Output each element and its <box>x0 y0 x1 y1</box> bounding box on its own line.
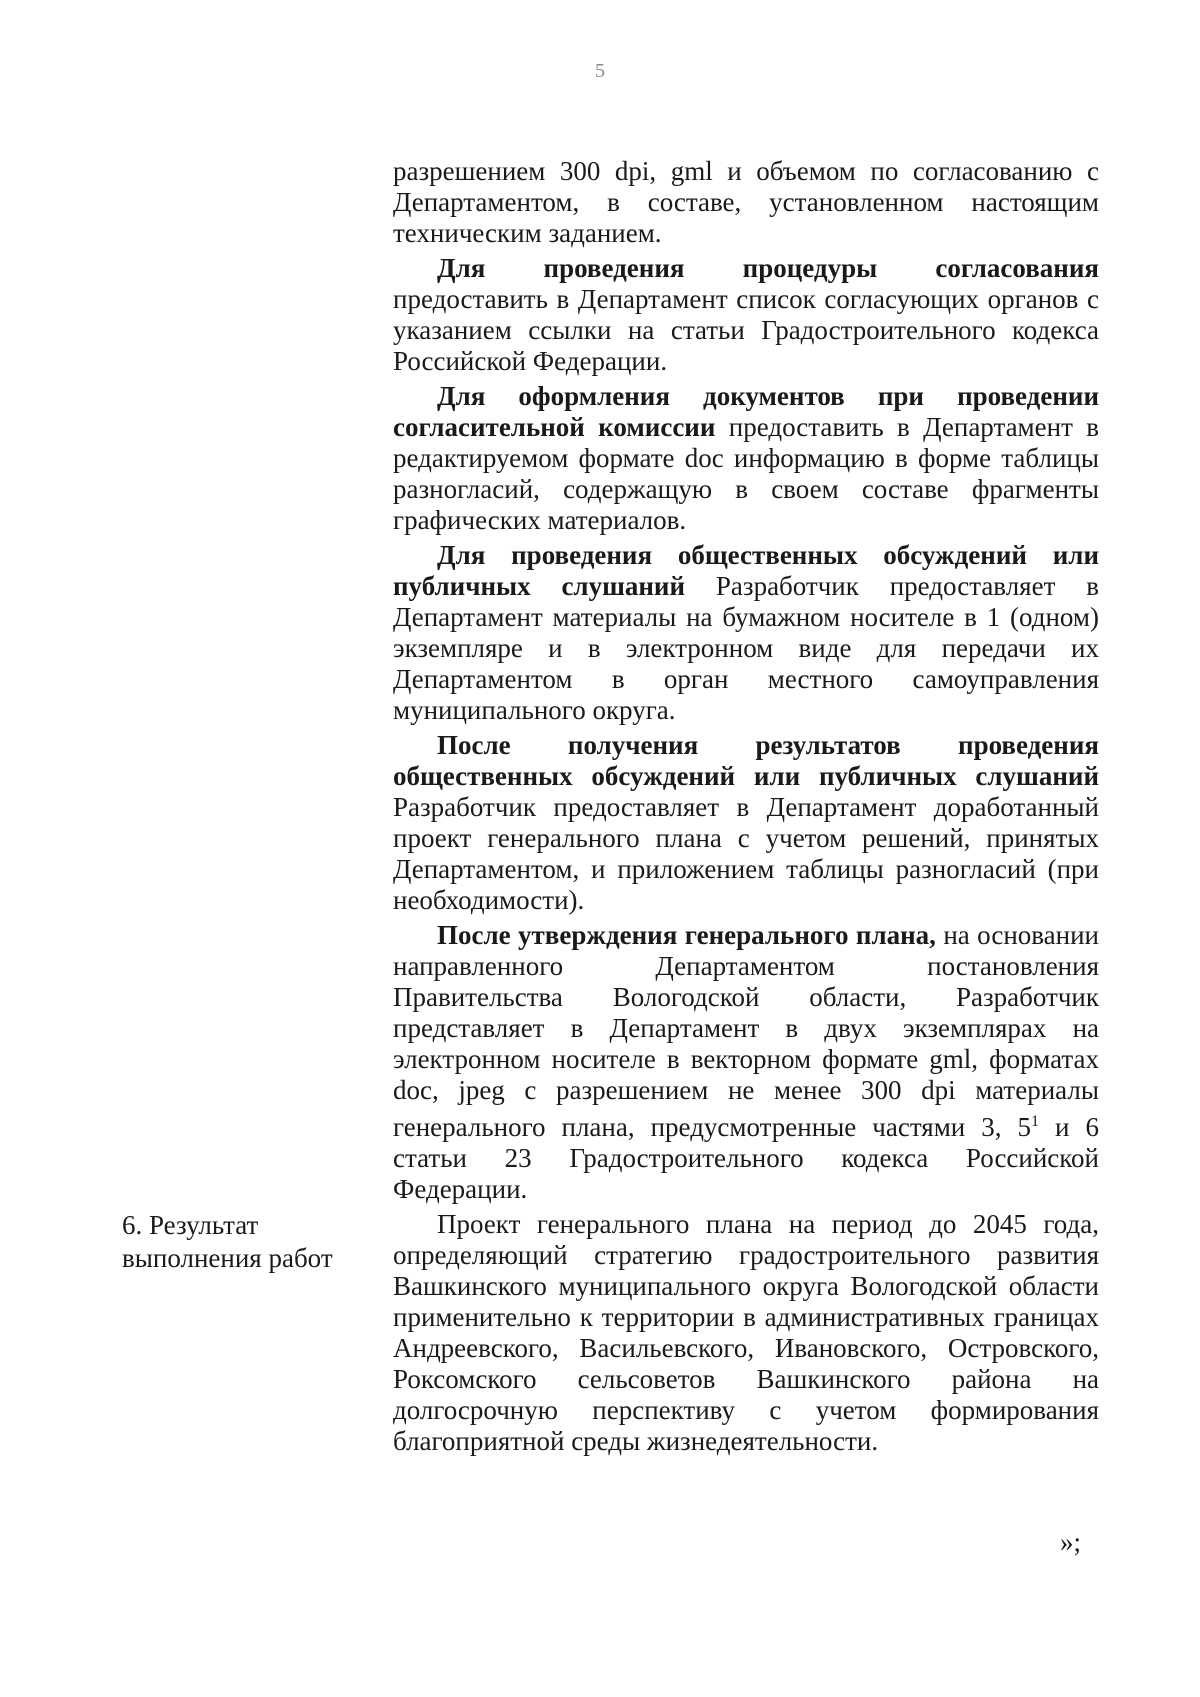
paragraph-text: предоставить в Департамент список согласующих органов с указанием ссылки на статьи Градостроительного кодекса Российской Федерации. <box>393 284 1099 376</box>
paragraph-text: предоставить в Департамент в редактируемом формате doc информацию в форме таблицы разногласий, содержащую в своем составе фрагменты графических материалов. <box>393 412 1099 535</box>
plan-approval-paragraph <box>393 920 1099 1205</box>
paragraph-heading: Для оформления документов при проведении согласительной комиссии <box>393 381 1099 442</box>
section-6-label: 6. Результат выполнения работ <box>122 1210 333 1273</box>
paragraph-heading: После получения результатов проведения общественных обсуждений или публичных слушаний <box>393 730 1099 791</box>
commission-paragraph <box>393 381 1099 536</box>
page-number: 5 <box>595 60 605 82</box>
requirements-column <box>393 156 1099 1457</box>
hearing-results-paragraph <box>393 730 1099 916</box>
paragraph-heading: Для проведения общественных обсуждений или публичных слушаний <box>393 540 1099 601</box>
paragraph-heading: Для проведения процедуры согласования <box>437 253 1099 283</box>
closing-mark: »; <box>1060 1527 1082 1557</box>
paragraph-text: Разработчик предоставляет в Департамент материалы на бумажном носителе в 1 (одном) экземпляре и в электронном виде для передачи их Департаментом в орган местного самоуправления муниципального округа. <box>393 571 1099 725</box>
paragraph-text: Разработчик предоставляет в Департамент доработанный проект генерального плана с учетом решений, принятых Департаментом, и приложением таблицы разногласий (при необходимости). <box>393 792 1099 915</box>
approval-procedure-paragraph <box>393 253 1099 377</box>
superscript: 1 <box>1031 1113 1040 1130</box>
result-paragraph: Проект генерального плана на период до 2045 года, определяющий стратегию градостроительного развития Вашкинского муниципального округа Вологодской области применительно к территории в административных границах Андреевского, Васильевского, Ивановского, Островского, Роксомского сельсоветов Вашкинского района на долгосрочную перспективу с учетом формирования благоприятной среды жизнедеятельности. <box>393 1209 1099 1456</box>
continuation-paragraph: разрешением 300 dpi, gml и объемом по согласованию с Департаментом, в составе, установленном настоящим техническим заданием. <box>393 156 1099 248</box>
paragraph-heading: После утверждения генерального плана, <box>437 920 936 950</box>
paragraph-text: на основании направленного Департаментом постановления Правительства Вологодской области, Разработчик представляет в Департамент в двух экземплярах на электронном носителе в векторном формате gml, форматах doc, jpeg с разрешением не менее 300 dpi материалы генерального плана, предусмотренные частями 3, 5 <box>393 920 1099 1142</box>
public-hearings-paragraph <box>393 540 1099 726</box>
paragraph-text: и 6 статьи 23 Градостроительного кодекса Российской Федерации. <box>393 1112 1099 1204</box>
